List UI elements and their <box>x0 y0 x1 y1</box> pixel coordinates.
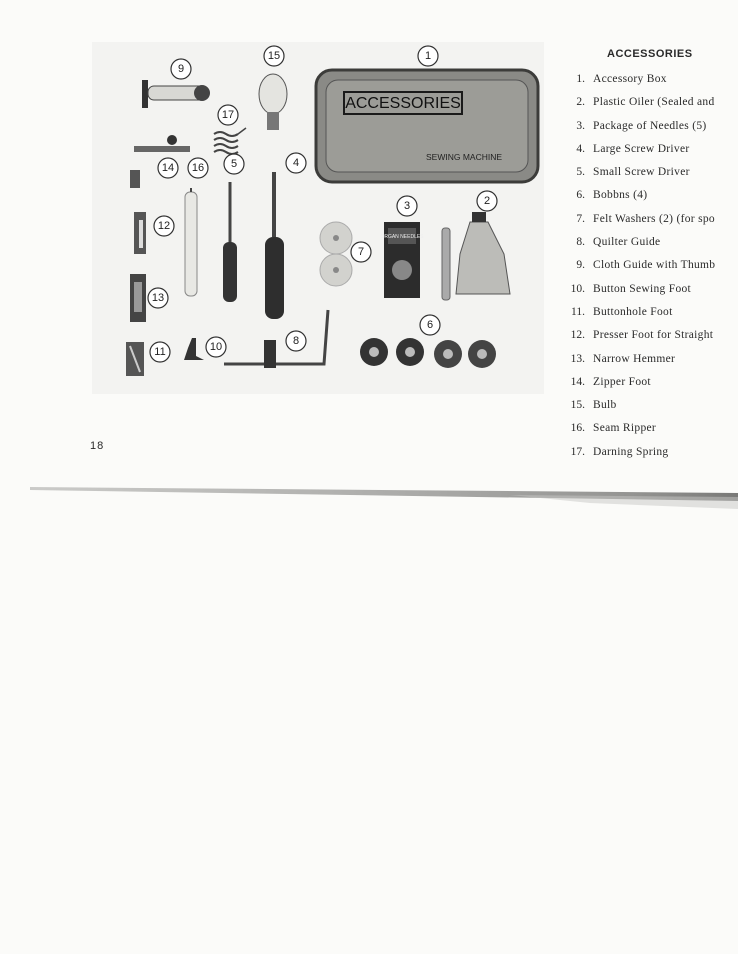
felt-washers-icon <box>320 222 352 286</box>
list-item: 8. Quilter Guide <box>576 236 661 249</box>
list-item: 14. Zipper Foot <box>570 375 651 388</box>
presser-foot-icon <box>134 212 146 254</box>
svg-text:3: 3 <box>403 200 411 212</box>
callout-4 <box>286 153 306 173</box>
svg-text:8: 8 <box>292 335 300 347</box>
svg-text:15: 15 <box>267 50 281 62</box>
darning-spring-icon <box>214 128 246 154</box>
box-sublabel: SEWING MACHINE <box>425 152 503 162</box>
list-item: 11. Buttonhole Foot <box>571 305 673 318</box>
list-item: 7. Felt Washers (2) (for spo <box>576 212 715 225</box>
svg-text:9: 9 <box>177 63 185 75</box>
list-item: 9. Cloth Guide with Thumb <box>576 259 716 272</box>
callout-3 <box>397 196 417 216</box>
svg-text:7: 7 <box>357 246 365 258</box>
svg-text:14: 14 <box>161 162 175 174</box>
list-item: 5. Small Screw Driver <box>576 166 690 179</box>
callout-17 <box>218 105 238 125</box>
bobbins-icon <box>360 338 496 368</box>
callout-13 <box>148 288 168 308</box>
box-label: ACCESSORIES <box>345 95 461 112</box>
callout-8 <box>286 331 306 351</box>
callout-1 <box>418 46 438 66</box>
needle-package-icon <box>380 222 424 298</box>
svg-text:2: 2 <box>483 195 491 207</box>
cloth-guide-icon <box>142 80 210 108</box>
list-item: 17. Darning Spring <box>570 445 669 458</box>
list-item: 3. Package of Needles (5) <box>576 119 707 132</box>
list-item: 2. Plastic Oiler (Sealed and <box>576 96 715 109</box>
svg-text:17: 17 <box>221 109 235 121</box>
list-item: 12. Presser Foot for Straight <box>570 329 714 342</box>
page-fold-line <box>30 483 738 511</box>
list-item: 6. Bobbns (4) <box>576 189 648 202</box>
list-item: 10. Button Sewing Foot <box>570 282 692 295</box>
list-item: 4. Large Screw Driver <box>576 142 690 155</box>
seam-ripper-icon <box>185 188 197 296</box>
accessory-list <box>555 70 738 466</box>
svg-text:4: 4 <box>292 157 300 169</box>
oiler-icon <box>442 212 510 300</box>
page-number: 18 <box>90 440 105 452</box>
callout-14 <box>158 158 178 178</box>
svg-text:11: 11 <box>154 346 166 358</box>
callout-7 <box>351 242 371 262</box>
buttonhole-foot-icon <box>126 342 144 376</box>
bulb-icon <box>259 74 287 130</box>
svg-text:16: 16 <box>191 162 205 174</box>
callout-9 <box>171 59 191 79</box>
list-item: 16. Seam Ripper <box>570 422 657 435</box>
callout-12 <box>154 216 174 236</box>
callout-16 <box>188 158 208 178</box>
list-item: 1. Accessory Box <box>576 73 667 85</box>
accessories-photo <box>92 42 544 394</box>
svg-text:5: 5 <box>230 158 238 170</box>
svg-text:1: 1 <box>424 50 432 62</box>
callout-10 <box>206 337 226 357</box>
callout-15 <box>264 46 284 66</box>
large-screw-driver-icon <box>265 172 284 319</box>
svg-text:12: 12 <box>157 220 171 232</box>
list-title: ACCESSORIES <box>607 48 693 60</box>
needle-package-label: ORGAN NEEDLES <box>380 234 424 240</box>
callout-6 <box>420 315 440 335</box>
small-screw-driver-icon <box>223 182 237 302</box>
callout-5 <box>224 154 244 174</box>
svg-text:6: 6 <box>426 319 434 331</box>
list-item: 15. Bulb <box>570 399 617 412</box>
callout-2 <box>477 191 497 211</box>
list-item: 13. Narrow Hemmer <box>570 352 676 365</box>
callout-11 <box>150 342 170 362</box>
svg-text:10: 10 <box>209 341 223 353</box>
button-sewing-foot-icon <box>184 338 204 360</box>
svg-text:13: 13 <box>151 292 165 304</box>
accessory-box <box>316 70 538 182</box>
narrow-hemmer-icon <box>130 274 146 322</box>
